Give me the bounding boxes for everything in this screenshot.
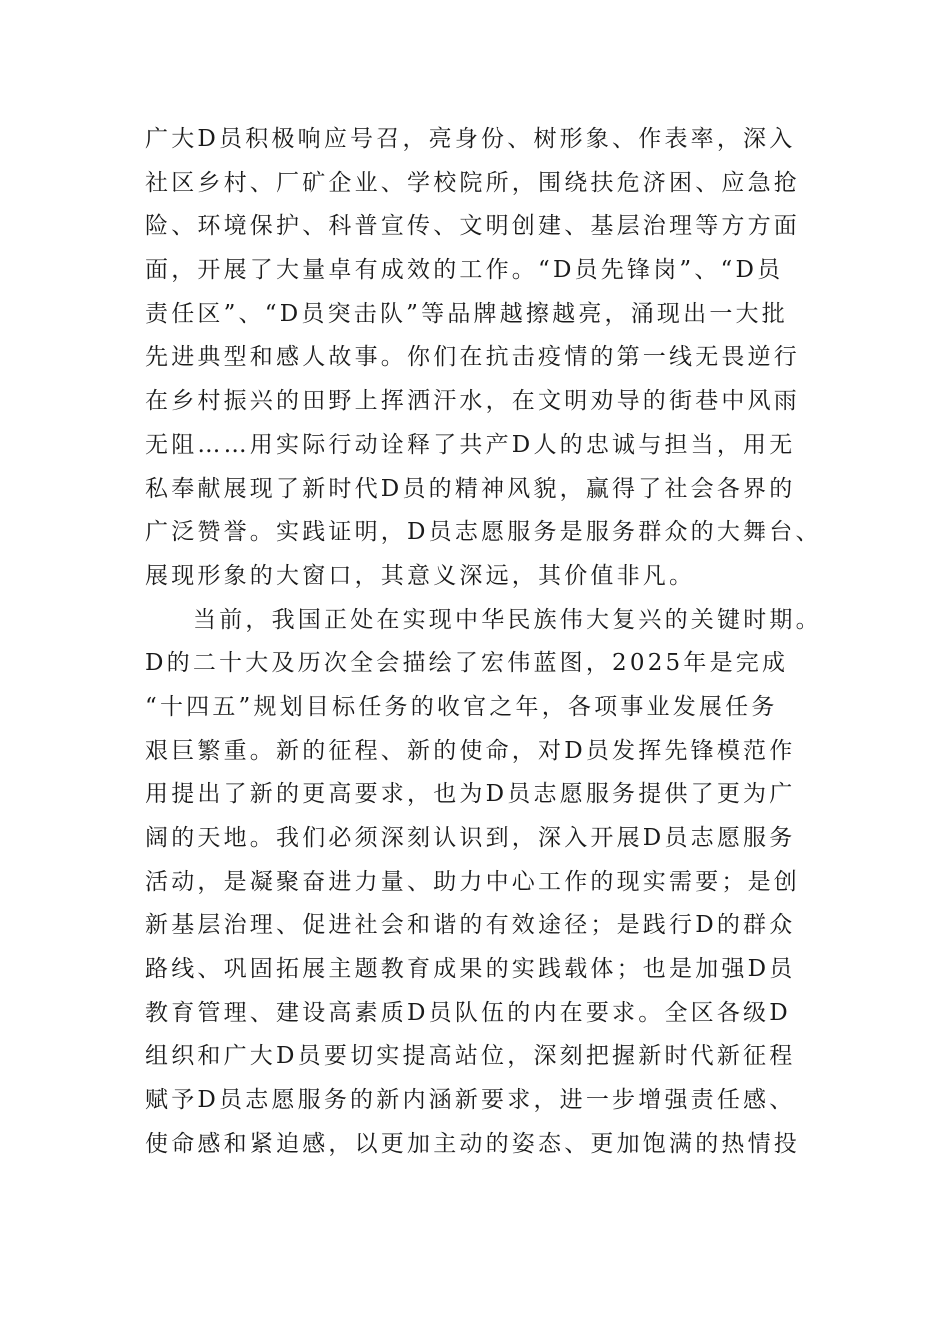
text-line: D的二十大及历次全会描绘了宏伟蓝图，2025年是完成 [145, 650, 789, 677]
text-line: 面，开展了大量卓有成效的工作。“D员先锋岗”、“D员 [145, 257, 784, 284]
text-line: 无阻……用实际行动诠释了共产D人的忠诚与担当，用无 [145, 431, 796, 458]
paragraph-2 [145, 599, 822, 1167]
text-line: “十四五”规划目标任务的收官之年，各项事业发展任务 [145, 693, 778, 720]
text-line: 新基层治理、促进社会和谐的有效途径；是践行D的群众 [145, 912, 796, 939]
text-line: 险、环境保护、科普宣传、文明创建、基层治理等方方面 [145, 213, 800, 240]
text-line: 使命感和紧迫感，以更加主动的姿态、更加饱满的热情投 [145, 1130, 800, 1157]
text-line-indented: 当前，我国正处在实现中华民族伟大复兴的关键时期。 [193, 606, 822, 633]
text-line: 阔的天地。我们必须深刻认识到，深入开展D员志愿服务 [145, 825, 796, 851]
text-line: 私奉献展现了新时代D员的精神风貌，赢得了社会各界的 [145, 475, 796, 502]
text-line: 赋予D员志愿服务的新内涵新要求，进一步增强责任感、 [145, 1087, 796, 1114]
text-line: 广大D员积极响应号召，亮身份、树形象、作表率，深入 [145, 126, 796, 152]
text-line: 组织和广大D员要切实提高站位，深刻把握新时代新征程 [145, 1043, 796, 1070]
text-line: 广泛赞誉。实践证明，D员志愿服务是服务群众的大舞台、 [145, 519, 822, 546]
text-line: 展现形象的大窗口，其意义深远，其价值非凡。 [145, 562, 696, 589]
text-line: 艰巨繁重。新的征程、新的使命，对D员发挥先锋模范作 [145, 737, 796, 764]
text-line: 社区乡村、厂矿企业、学校院所，围绕扶危济困、应急抢 [145, 169, 800, 196]
text-line: 路线、巩固拓展主题教育成果的实践载体；也是加强D员 [145, 956, 796, 983]
text-line: 活动，是凝聚奋进力量、助力中心工作的现实需要；是创 [145, 868, 800, 895]
text-line: 先进典型和感人故事。你们在抗击疫情的第一线无畏逆行 [145, 344, 800, 371]
text-line: 责任区”、“D员突击队”等品牌越擦越亮，涌现出一大批 [145, 300, 788, 327]
text-line: 教育管理、建设高素质D员队伍的内在要求。全区各级D [145, 999, 791, 1026]
text-line: 用提出了新的更高要求，也为D员志愿服务提供了更为广 [145, 781, 796, 808]
document-body [145, 118, 822, 1167]
text-line: 在乡村振兴的田野上挥洒汗水，在文明劝导的街巷中风雨 [145, 388, 800, 415]
paragraph-1 [145, 118, 822, 599]
